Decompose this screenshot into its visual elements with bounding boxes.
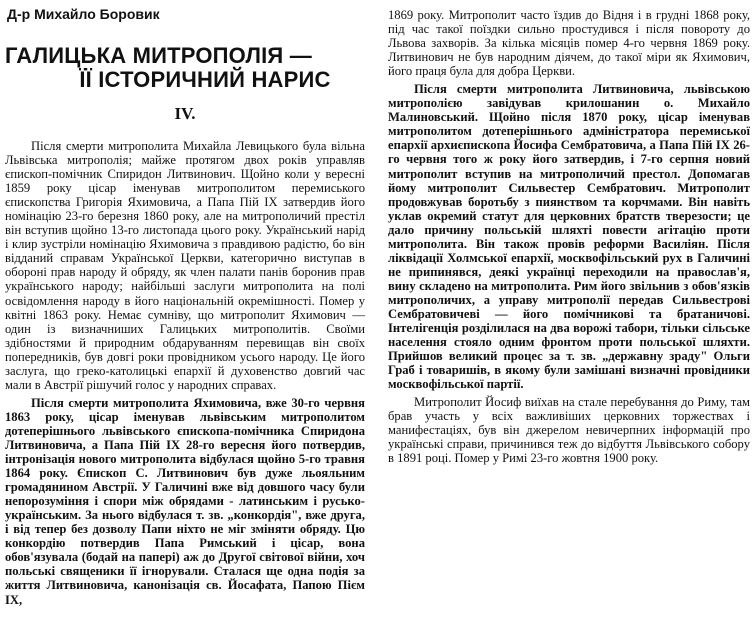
article-title — [5, 44, 365, 92]
paragraph-rome: Митрополит Йосиф виїхав на стале перебування до Риму, там брав участь у всіх важливіших церковних торжествах і манифестаціях, був він джерелом невичерпних інформацій про українські справи, причинився теж до відбуття Львівського собору в 1891 році. Помер у Римі 23-го жовтня 1900 року. — [388, 395, 750, 466]
title-line-2: ЇЇ ІСТОРИЧНИЙ НАРИС — [79, 67, 331, 92]
paragraph-sembratovych: Після смерти митрополита Литвиновича, львівською митрополією завідував крилошанин о. Михайло Малиновський. Щойно після 1870 року, цісар іменував митрополитом дотеперішнього адміністратора перемиської епархії архиєпископа Йосифа Сембратовича, а Папа Пій IX 26-го червня того ж року його затвердив, і 7-го серпня новий митрополит вступив на митрополичий престол. Допомагав йому митрополит Сильвестер Сембратович. Митрополит продовжував боротьбу з пиянством та корчмами. Він навіть уклав окремий статут для церковних братств тверезости; це дало причину польській шляхті повести агітацію проти митрополита. Він також провів реформи Василіян. Після ліквідації Холмської епархії, москвофільський рух в Галичині не припинявся, деякі українці переходили на православ'я, вину складено на митрополита. Рим його звільнив з обов'язків митрополичих, а управу митрополії передав Сильвестрові Сембратовичеві — його помічникові та братаничові. Інтелігенція розділилася на два ворожі табори, тільки сільське населення стояло одним фронтом проти польської шляхти. Прийшов великий процес за т. зв. „державну зраду" Ольги Граб і товаришів, в якому були замішані визначні провідники москвофільської партії. — [388, 82, 750, 392]
left-column — [5, 0, 365, 607]
paragraph-yakhymovych: Після смерти митрополита Михайла Левицького була вільна Львівська митрополія; майже протягом двох років управляв єпископ-помічник Спиридон Литвинович. Щойно коли у вересні 1859 року цісар іменував митрополитом перемиського єпископства Григорія Яхимовича, а Папа Пій IX затвердив його номінацію 23-го березня 1860 року, але на митрополичий престіл він вступив щойно 13-го листопада цього року. Український нарід і клир зустріли номінацію Яхимовича з правдивою радістю, бо він відданий справам Української Церкви, категорично виступав в обороні прав народу й обряду, як член палати панів боронив прав українського народу; найбільші заслуги митрополита на полі освідомлення народу в його національній окремішності. Помер у квітні 1863 року. Немає сумніву, що митрополит Яхимович — один із визначниших Галицьких митрополитів. Своїми здібностями й природним обдаруванням перевищав він своїх попередників, був довгі роки провідником усього народу. Це його заслуга, що греко-католицькі епархії й духовенство довгий час мали в Австрії рішучий голос у народних справах. — [5, 139, 365, 392]
author-byline: Д-р Михайло Боровик — [7, 6, 160, 22]
right-column — [388, 0, 750, 466]
title-line-1: ГАЛИЦЬКА МИТРОПОЛІЯ — — [5, 43, 312, 68]
paragraph-lytvynovych: Після смерти митрополита Яхимовича, вже 30-го червня 1863 року, цісар іменував львівським митрополитом дотеперішнього львівського єпископа-помічника Спиридона Литвиновича, а Папа Пій IX 28-го вересня його потвердив, інтронізація нового митрополита відбулася щойно 5-го травня 1864 року. Єпископ С. Литвинович був дуже льояльним громадянином Австрії. У Галичині вже від довшого часу були непорозуміння і спори між обрядами - латинським і русько-українським. За нього відбулася т. зв. „конкордія", вже друга, і від тепер без дозволу Папи ніхто не міг зміняти обряду. Цю конкордію потвердив Папа Римський і цісар, вона обов'язувала (бодай на папері) аж до Другої світової війни, хоч польські священики її ігнорували. Сталася ще одна подія за життя Литвиновича, канонізація св. Йосафата, Папою Пієм IX, — [5, 395, 365, 607]
chapter-number: IV. — [174, 104, 196, 123]
paragraph-lytvynovych-continued: 1869 року. Митрополит часто їздив до Відня і в грудні 1868 року, під час такої поїздки сильно простудився і після повороту до Львова захворів. За кілька місяців помер 4-го червня 1869 року. Литвинович не був народним діячем, до такої міри як Яхимович, його праця була для добра Церкви. — [388, 8, 750, 79]
